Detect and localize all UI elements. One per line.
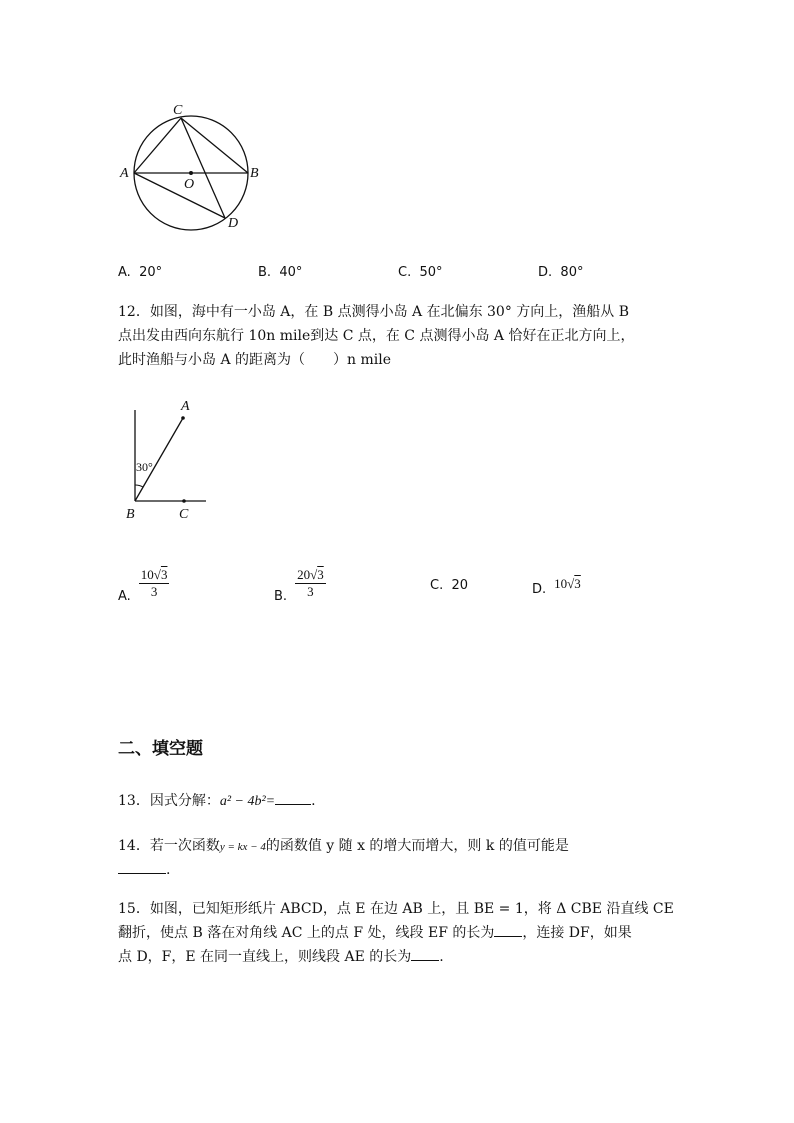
q15-line-2 <box>118 921 632 945</box>
q13-prefix: 13．因式分解： <box>118 793 220 809</box>
label-a: A <box>181 399 190 414</box>
point-a <box>181 416 185 420</box>
denominator: 3 <box>150 584 158 599</box>
q15-line-2a: 翻折，使点 B 落在对角线 AC 上的点 F 处，线段 EF 的长为 <box>118 925 495 941</box>
point-c <box>182 499 186 503</box>
denominator: 3 <box>307 584 314 599</box>
q12-option-a[interactable] <box>118 567 169 604</box>
option-text: 50° <box>419 265 443 280</box>
radicand: 3 <box>160 567 168 582</box>
q12-option-c[interactable] <box>430 578 468 593</box>
option-letter: C. <box>398 265 412 280</box>
q12-option-d[interactable] <box>532 576 581 597</box>
q15-line-2b: ，连接 DF，如果 <box>522 925 632 941</box>
q14-answer-blank[interactable] <box>118 873 166 874</box>
label-d: D <box>228 216 239 231</box>
circle-figure <box>118 98 268 233</box>
section-heading: 二、填空题 <box>118 739 203 759</box>
option-letter: C. <box>430 578 444 593</box>
coefficient: 10 <box>554 576 568 591</box>
q14-end: . <box>166 862 171 878</box>
q13 <box>118 789 316 814</box>
q14-line-2 <box>118 858 170 882</box>
q15-line-3b: . <box>439 949 444 965</box>
numerator-coefficient: 20 <box>297 567 311 582</box>
q12-line-1: 12．如图，海中有一小岛 A，在 B 点测得小岛 A 在北偏东 30° 方向上，渔船从 B <box>118 304 630 320</box>
q11-option-d[interactable] <box>538 265 583 280</box>
q12-option-b[interactable] <box>274 567 326 604</box>
label-angle: 30° <box>136 460 153 474</box>
label-o: O <box>184 177 195 192</box>
option-text: 20 <box>451 578 469 593</box>
q15-answer-blank-2[interactable] <box>411 960 439 961</box>
q14-expression: y = kx − 4 <box>219 841 266 853</box>
q11-option-a[interactable] <box>118 265 162 280</box>
option-letter: D. <box>538 265 553 280</box>
option-expression: 10√3 <box>554 576 581 591</box>
center-point <box>189 171 193 175</box>
angle-figure <box>118 395 218 525</box>
option-letter: B. <box>274 589 288 604</box>
option-text: 20° <box>139 265 163 280</box>
numerator-coefficient: 10 <box>140 567 154 582</box>
label-b: B <box>250 166 259 181</box>
q14-prefix: 14．若一次函数 <box>118 838 220 854</box>
fraction: $\frac{10√3}{3}$ <box>140 567 168 599</box>
option-letter: A. <box>118 589 131 604</box>
q11-option-c[interactable] <box>398 265 443 280</box>
option-letter: A. <box>118 265 131 280</box>
q12-line-2: 点出发由西向东航行 10n mile到达 C 点，在 C 点测得小岛 A 恰好在正北方向上， <box>118 328 635 344</box>
label-c: C <box>173 103 183 118</box>
q15-line-3a: 点 D，F，E 在同一直线上，则线段 AE 的长为 <box>118 949 412 965</box>
fraction: $\frac{20√3}{3}$ <box>297 567 324 599</box>
q13-expression: a² − 4b²= <box>219 794 276 809</box>
option-letter: D. <box>532 582 547 597</box>
option-text: 40° <box>279 265 303 280</box>
option-text: 80° <box>560 265 584 280</box>
q13-answer-blank[interactable] <box>275 804 311 805</box>
angle-arc <box>135 485 143 487</box>
q15-answer-blank-1[interactable] <box>494 936 522 937</box>
label-a: A <box>120 166 129 181</box>
segment-ad <box>134 173 225 218</box>
q15-line-1: 15．如图，已知矩形纸片 ABCD，点 E 在边 AB 上，且 BE = 1，将 Δ CBE 沿直线 CE <box>118 901 674 917</box>
label-c: C <box>179 507 189 522</box>
option-letter: B. <box>258 265 272 280</box>
segment-cd <box>181 118 225 218</box>
q11-option-b[interactable] <box>258 265 302 280</box>
radicand: 3 <box>574 576 581 591</box>
label-b: B <box>126 507 135 522</box>
q14-line-1 <box>118 834 569 859</box>
q14-middle: 的函数值 y 随 x 的增大而增大，则 k 的值可能是 <box>265 838 569 854</box>
q12-line-3: 此时渔船与小岛 A 的距离为（ ）n mile <box>118 352 391 368</box>
q15-line-3 <box>118 945 444 969</box>
q13-end: . <box>311 793 316 809</box>
segment-cb <box>181 118 248 173</box>
radicand: 3 <box>317 567 324 582</box>
